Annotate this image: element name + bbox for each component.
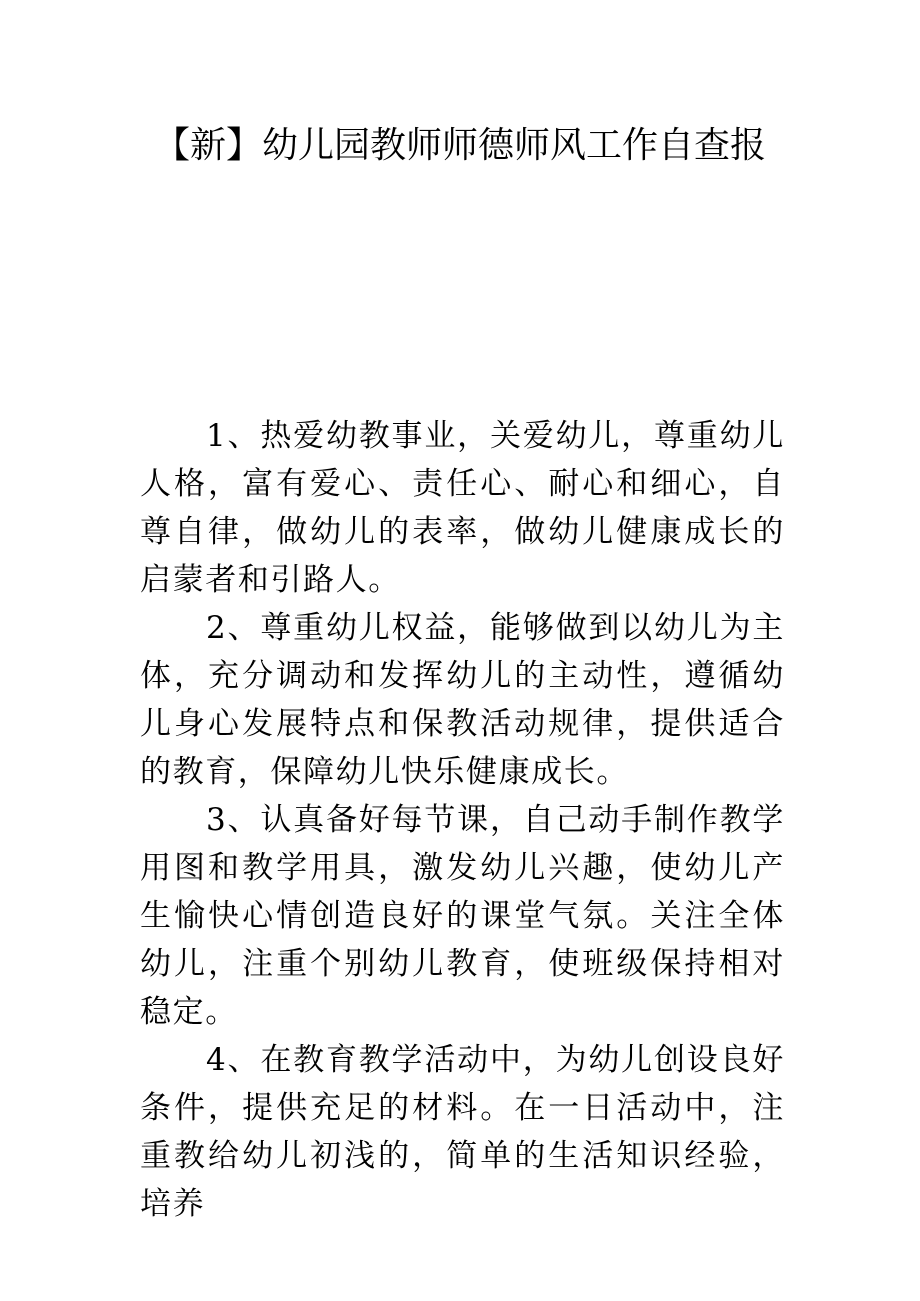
- paragraph-3: 3、认真备好每节课，自己动手制作教学用图和教学用具，激发幼儿兴趣，使幼儿产生愉快心情创造良好的课堂气氛。关注全体幼儿，注重个别幼儿教育，使班级保持相对稳定。: [140, 802, 785, 1030]
- document-body: [140, 412, 785, 1228]
- paragraph-1: 1、热爱幼教事业，关爱幼儿，尊重幼儿人格，富有爱心、责任心、耐心和细心，自尊自律，做幼儿的表率，做幼儿健康成长的启蒙者和引路人。: [140, 418, 785, 598]
- paragraph-2: 2、尊重幼儿权益，能够做到以幼儿为主体，充分调动和发挥幼儿的主动性，遵循幼儿身心发展特点和保教活动规律，提供适合的教育，保障幼儿快乐健康成长。: [140, 610, 785, 790]
- document-title: 【新】幼儿园教师师德师风工作自查报: [153, 125, 766, 166]
- paragraph-4: 4、在教育教学活动中，为幼儿创设良好条件，提供充足的材料。在一日活动中，注重教给幼儿初浅的，简单的生活知识经验，培养: [140, 1042, 785, 1222]
